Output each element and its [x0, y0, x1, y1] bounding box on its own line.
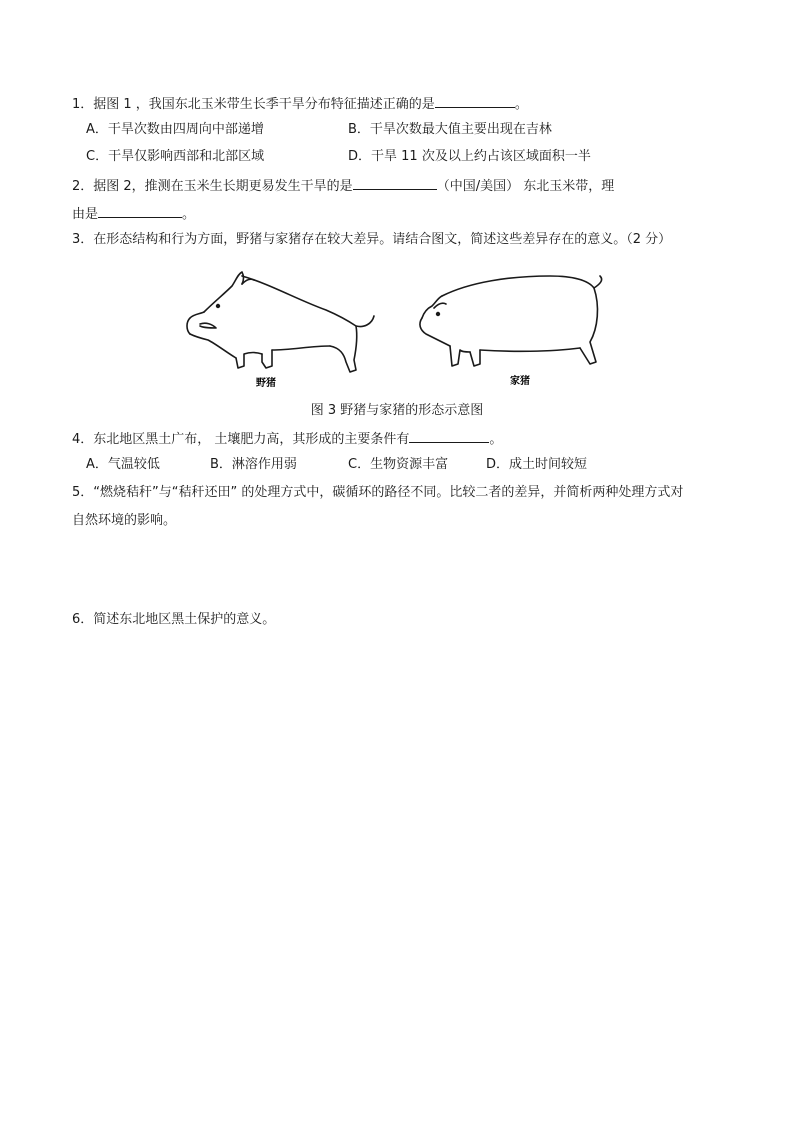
- question-2-line-1: [72, 176, 614, 196]
- q1-option-d: D．干旱 11 次及以上约占该区域面积一半: [348, 149, 591, 164]
- q4-option-d: D．成土时间较短: [486, 457, 588, 472]
- question-2-end: 。: [182, 207, 196, 222]
- q1-option-b: B．干旱次数最大值主要出现在吉林: [348, 122, 552, 137]
- q1-option-a: A．干旱次数由四周向中部递增: [86, 122, 264, 137]
- domestic-pig-label: 家猪: [510, 376, 530, 387]
- question-3-stem: 3．在形态结构和行为方面，野猪与家猪存在较大差异。请结合图文，简述这些差异存在的意义。（2 分）: [72, 232, 672, 247]
- question-2-reason-label: 由是: [72, 207, 99, 222]
- q1-option-c: C．干旱仅影响西部和北部区域: [86, 149, 265, 164]
- answer-blank-q2-reason[interactable]: [98, 204, 182, 218]
- question-4-stem: [72, 429, 502, 449]
- figure-3-pig-illustration: [180, 266, 610, 392]
- domestic-pig-drawing: [420, 276, 602, 366]
- wild-boar-label: 野猪: [256, 378, 276, 389]
- question-1-text: 1．据图 1 ，我国东北玉米带生长季干旱分布特征描述正确的是: [72, 97, 435, 112]
- question-2-line-2: [72, 204, 195, 224]
- wild-boar-drawing: [187, 272, 374, 372]
- question-6-stem: 6．简述东北地区黑土保护的意义。: [72, 612, 276, 627]
- question-5-line-2: 自然环境的影响。: [72, 513, 177, 528]
- question-1-stem: [72, 94, 528, 114]
- question-4-end: 。: [489, 432, 503, 447]
- question-5-line-1: 5．“燃烧秸秆”与“秸秆还田” 的处理方式中，碳循环的路径不同。比较二者的差异，并简析两种处理方式对: [72, 485, 684, 500]
- question-2-text: 2．据图 2，推测在玉米生长期更易发生干旱的是: [72, 179, 353, 194]
- figure-3-caption: 图 3 野猪与家猪的形态示意图: [310, 403, 484, 418]
- answer-blank-q4[interactable]: [409, 429, 489, 443]
- question-4-text: 4．东北地区黑土广布， 土壤肥力高，其形成的主要条件有: [72, 432, 410, 447]
- q4-option-c: C．生物资源丰富: [348, 457, 449, 472]
- q4-option-b: B．淋溶作用弱: [210, 457, 297, 472]
- answer-blank-q2-choice[interactable]: [353, 176, 437, 190]
- answer-blank-q1[interactable]: [435, 94, 515, 108]
- question-1-end: 。: [514, 97, 528, 112]
- q4-option-a: A．气温较低: [86, 457, 160, 472]
- question-2-choice-text: （中国/美国） 东北玉米带，理: [436, 179, 615, 194]
